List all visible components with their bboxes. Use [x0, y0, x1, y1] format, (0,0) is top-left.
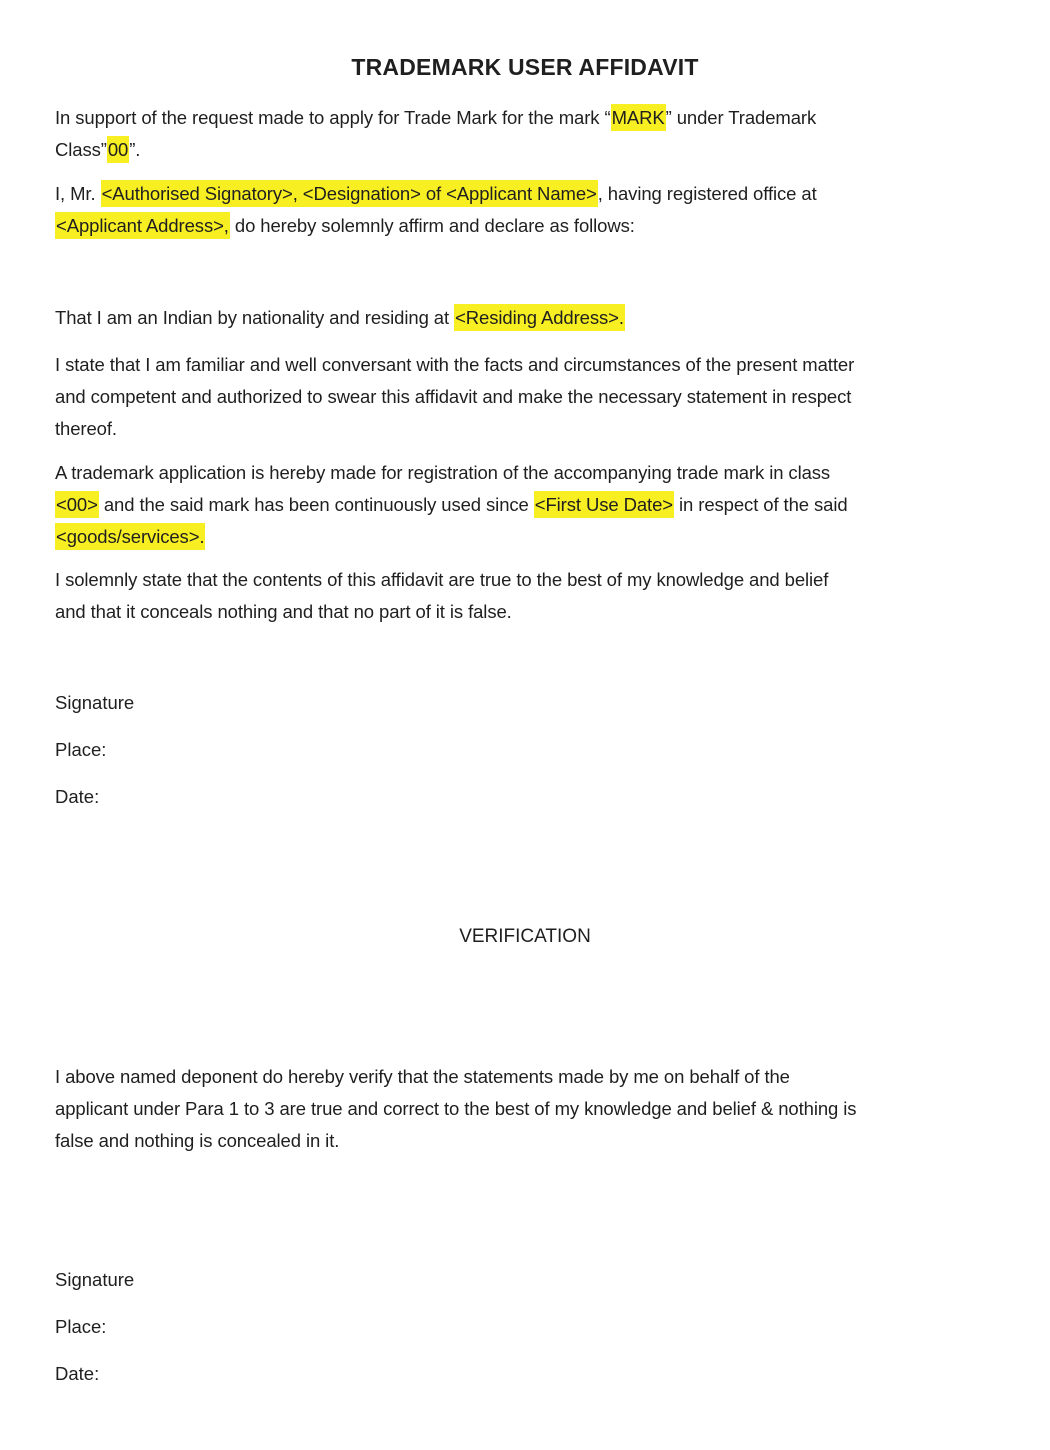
text-run: That I am an Indian by nationality and residing at [55, 307, 455, 328]
text-run: in respect of the said [674, 494, 848, 515]
signature-block-1 [55, 687, 995, 813]
text-run: I, Mr. [55, 183, 101, 204]
placeholder-highlight: <Authorised Signatory>, <Designation> of <Applicant Name> [101, 180, 598, 207]
date-label: Date: [55, 786, 100, 807]
text-run: In support of the request made to apply for Trade Mark for the mark “ [55, 107, 611, 128]
signature-label: Signature [55, 1269, 135, 1290]
text-run: ”. [129, 139, 141, 160]
text-run: ” under Trademark [665, 107, 817, 128]
text-run: Class” [55, 139, 107, 160]
paragraph-verification-statement [55, 1061, 995, 1157]
text-run: and competent and authorized to swear this affidavit and make the necessary statement in respect [55, 386, 852, 407]
text-run: false and nothing is concealed in it. [55, 1130, 340, 1151]
text-run: I state that I am familiar and well conversant with the facts and circumstances of the present matter [55, 354, 855, 375]
placeholder-highlight: <Residing Address>. [454, 304, 625, 331]
signature-label: Signature [55, 692, 135, 713]
paragraph-application [55, 457, 995, 553]
signature-block-2 [55, 1264, 995, 1390]
placeholder-highlight: <00> [55, 491, 99, 518]
text-run: I solemnly state that the contents of this affidavit are true to the best of my knowledge and belief [55, 569, 829, 590]
text-run: applicant under Para 1 to 3 are true and correct to the best of my knowledge and belief & nothing is [55, 1098, 857, 1119]
placeholder-highlight: <Applicant Address>, [55, 212, 230, 239]
text-run: , having registered office at [597, 183, 817, 204]
placeholder-highlight: 00 [107, 136, 129, 163]
placeholder-highlight: MARK [611, 104, 666, 131]
placeholder-highlight: <First Use Date> [534, 491, 674, 518]
paragraph-solemn-statement [55, 564, 995, 628]
document-title: TRADEMARK USER AFFIDAVIT [351, 54, 699, 80]
paragraph-nationality [55, 302, 995, 334]
text-run: and the said mark has been continuously used since [98, 494, 534, 515]
place-label: Place: [55, 739, 107, 760]
date-label: Date: [55, 1363, 100, 1384]
place-label: Place: [55, 1316, 107, 1337]
paragraph-declarant [55, 178, 995, 242]
paragraph-familiarity [55, 349, 995, 445]
text-run: and that it conceals nothing and that no part of it is false. [55, 601, 512, 622]
text-run: A trademark application is hereby made for registration of the accompanying trade mark in class [55, 462, 831, 483]
verification-heading: VERIFICATION [459, 926, 591, 947]
text-run: I above named deponent do hereby verify that the statements made by me on behalf of the [55, 1066, 790, 1087]
paragraph-intro [55, 102, 995, 166]
text-run: thereof. [55, 418, 117, 439]
placeholder-highlight: <goods/services>. [55, 523, 205, 550]
text-run: do hereby solemnly affirm and declare as follows: [229, 215, 635, 236]
